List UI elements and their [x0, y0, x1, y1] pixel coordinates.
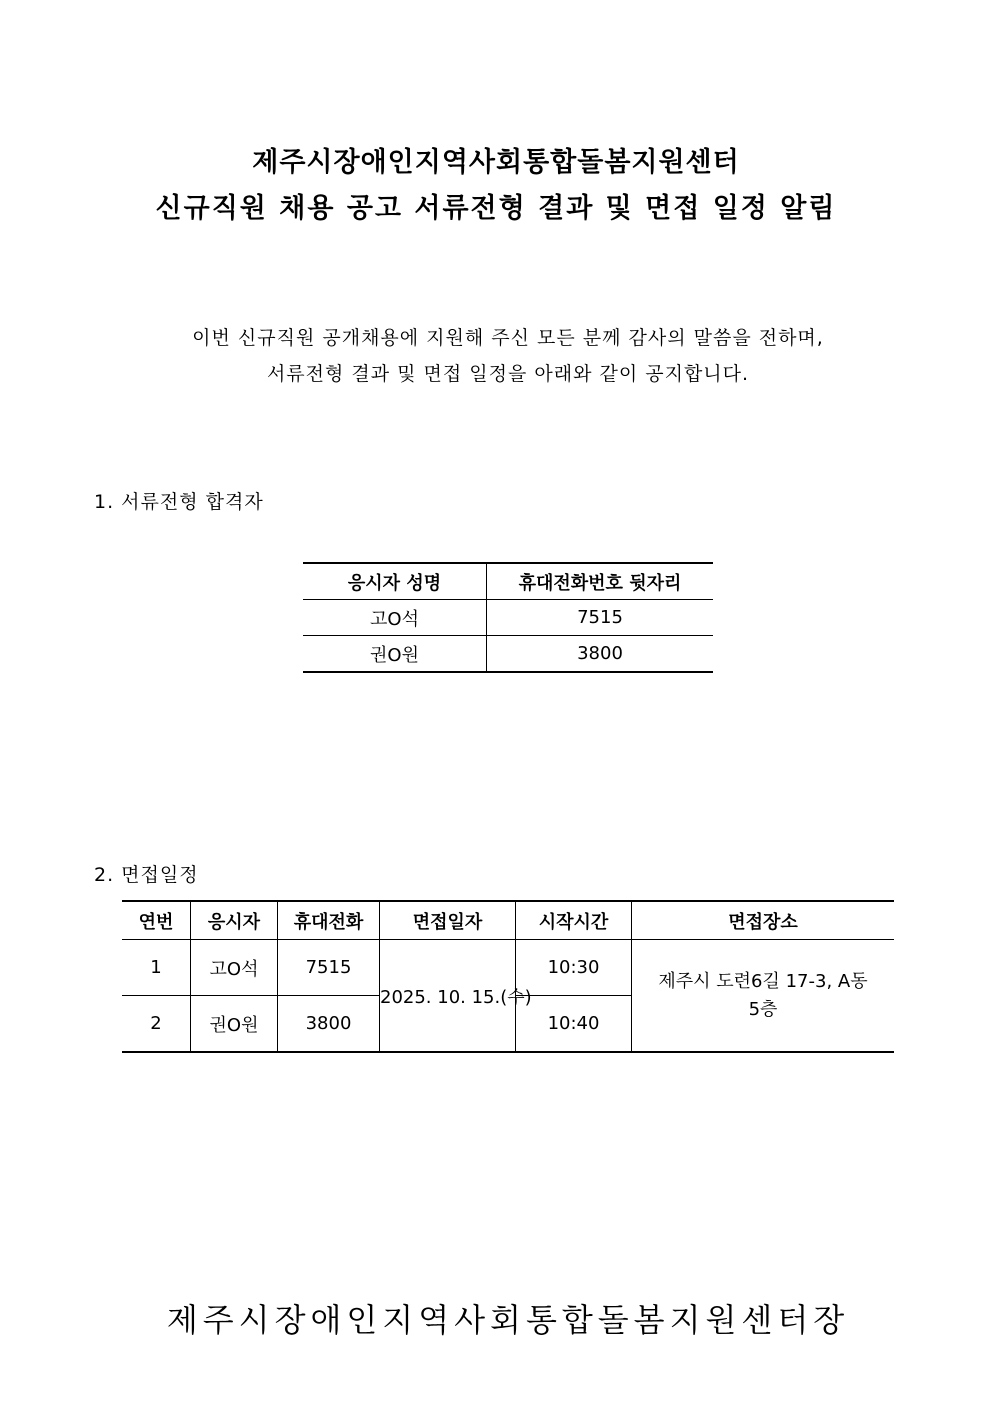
page-title: 제주시장애인지역사회통합돌봄지원센터: [252, 147, 740, 178]
column-header-name: 응시자 성명: [303, 563, 487, 600]
section-heading-interview-schedule: 2. 면접일정: [94, 864, 199, 886]
table-row: [122, 940, 894, 996]
row-number: 2: [122, 996, 191, 1053]
applicant-name: 권O원: [303, 636, 487, 673]
table-header-row: [303, 563, 713, 600]
signature: 제주시장애인지역사회통합돌봄지원센터장: [166, 1301, 850, 1339]
phone-suffix: 7515: [278, 940, 380, 996]
table-row: [303, 636, 713, 673]
start-time: 10:40: [516, 996, 632, 1053]
column-header-applicant: 응시자: [191, 901, 278, 940]
page-subtitle: 신규직원 채용 공고 서류전형 결과 및 면접 일정 알림: [155, 193, 837, 224]
interview-date: 2025. 10. 15.(수): [380, 940, 516, 1053]
row-number: 1: [122, 940, 191, 996]
intro-text-line-1: 이번 신규직원 공개채용에 지원해 주신 모든 분께 감사의 말씀을 전하며,: [192, 327, 824, 349]
column-header-phone: 휴대전화번호 뒷자리: [487, 563, 714, 600]
applicant-name: 권O원: [191, 996, 278, 1053]
applicant-name: 고O석: [191, 940, 278, 996]
column-header-number: 연번: [122, 901, 191, 940]
column-header-venue: 면접장소: [632, 901, 895, 940]
phone-suffix: 3800: [278, 996, 380, 1053]
table-header-row: [122, 901, 894, 940]
phone-suffix: 7515: [487, 600, 714, 636]
interview-venue: 제주시 도련6길 17-3, A동 5층: [632, 940, 895, 1053]
column-header-start-time: 시작시간: [516, 901, 632, 940]
section-heading-document-screening: 1. 서류전형 합격자: [94, 491, 264, 513]
passed-applicants-table: [303, 562, 713, 673]
column-header-date: 면접일자: [380, 901, 516, 940]
start-time: 10:30: [516, 940, 632, 996]
applicant-name: 고O석: [303, 600, 487, 636]
table-row: [303, 600, 713, 636]
intro-text-line-2: 서류전형 결과 및 면접 일정을 아래와 같이 공지합니다.: [266, 363, 750, 385]
interview-schedule-table: [122, 900, 894, 1053]
phone-suffix: 3800: [487, 636, 714, 673]
column-header-phone: 휴대전화: [278, 901, 380, 940]
